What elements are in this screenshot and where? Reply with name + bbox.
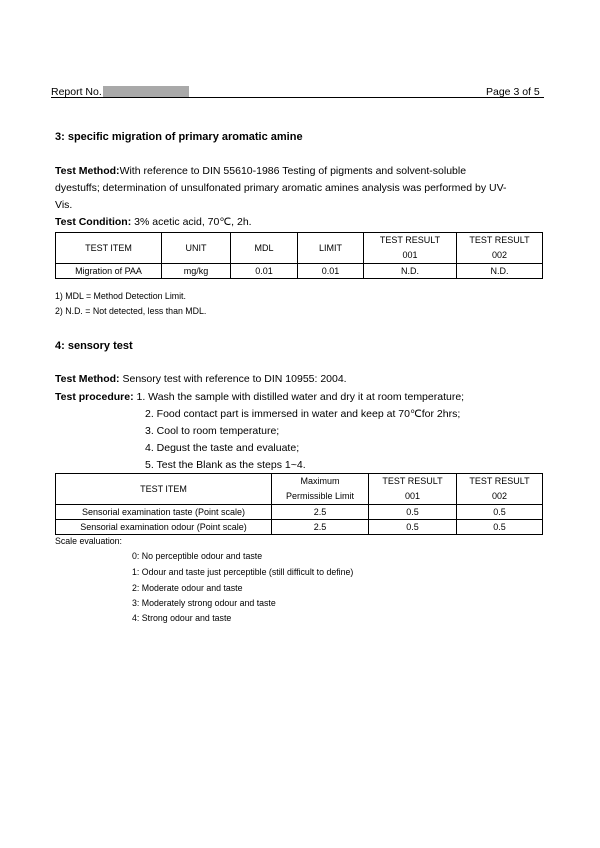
header-result-002 bbox=[457, 474, 543, 505]
header-max-limit-line1: Maximum bbox=[300, 476, 340, 486]
table-header-row bbox=[56, 233, 543, 264]
paa-results-table bbox=[55, 232, 543, 279]
section3-heading: 3: specific migration of primary aromatic amine bbox=[55, 131, 303, 143]
procedure-step-1: 1. Wash the sample with distilled water and dry it at room temperature; bbox=[136, 391, 465, 403]
header-limit: LIMIT bbox=[298, 233, 364, 264]
section4-heading: 4: sensory test bbox=[55, 340, 133, 352]
header-result-002-line2: 002 bbox=[491, 250, 508, 260]
table-row bbox=[56, 520, 543, 535]
scale-item-1: 1: Odour and taste just perceptible (still difficult to define) bbox=[132, 567, 354, 577]
cell-test-item: Sensorial examination odour (Point scale) bbox=[56, 520, 272, 535]
sensory-results-table bbox=[55, 473, 543, 535]
header-result-001-line2: 001 bbox=[402, 250, 418, 260]
cell-result-002: N.D. bbox=[457, 264, 543, 279]
header-unit: UNIT bbox=[162, 233, 231, 264]
section4-procedure-line1 bbox=[55, 389, 464, 405]
scale-evaluation-label: Scale evaluation: bbox=[55, 536, 122, 546]
note-mdl: 1) MDL = Method Detection Limit. bbox=[55, 291, 186, 301]
header-result-002-line2: 002 bbox=[491, 491, 508, 501]
cell-test-item: Sensorial examination taste (Point scale) bbox=[56, 505, 272, 520]
section3-condition bbox=[55, 214, 252, 230]
scale-item-3: 3: Moderately strong odour and taste bbox=[132, 598, 276, 608]
report-no-label: Report No. bbox=[51, 86, 102, 98]
table-header-row bbox=[56, 474, 543, 505]
section4-procedure-label: Test procedure: bbox=[55, 391, 134, 403]
procedure-step-4: 4. Degust the taste and evaluate; bbox=[145, 442, 300, 454]
section4-method bbox=[55, 371, 347, 387]
cell-result-002: 0.5 bbox=[457, 520, 543, 535]
section4-method-text: Sensory test with reference to DIN 10955: 2004. bbox=[119, 373, 347, 385]
section3-method-line2: dyestuffs; determination of unsulfonated primary aromatic amines analysis was performed by UV- bbox=[55, 182, 507, 194]
header-max-limit-line2: Permissible Limit bbox=[285, 491, 354, 501]
section3-method-line1 bbox=[55, 163, 466, 179]
scale-item-2: 2: Moderate odour and taste bbox=[132, 583, 243, 593]
procedure-step-2: 2. Food contact part is immersed in water and keep at 70℃for 2hrs; bbox=[145, 408, 461, 420]
header-result-001 bbox=[369, 474, 457, 505]
header-result-002 bbox=[457, 233, 543, 264]
header-mdl: MDL bbox=[231, 233, 298, 264]
section3-condition-label: Test Condition: bbox=[55, 216, 132, 228]
section3-method-line3: Vis. bbox=[55, 199, 73, 211]
note-nd: 2) N.D. = Not detected, less than MDL. bbox=[55, 306, 207, 316]
table-row bbox=[56, 264, 543, 279]
header-max-limit bbox=[272, 474, 369, 505]
cell-result-001: N.D. bbox=[364, 264, 457, 279]
section3-condition-text: 3% acetic acid, 70℃, 2h. bbox=[131, 216, 252, 228]
header-rule bbox=[51, 97, 544, 98]
header-test-item: TEST ITEM bbox=[56, 474, 272, 505]
cell-result-001: 0.5 bbox=[369, 520, 457, 535]
cell-mdl: 0.01 bbox=[231, 264, 298, 279]
procedure-step-3: 3. Cool to room temperature; bbox=[145, 425, 280, 437]
table-row bbox=[56, 505, 543, 520]
page-number: Page 3 of 5 bbox=[486, 86, 540, 98]
scale-item-4: 4: Strong odour and taste bbox=[132, 613, 232, 623]
procedure-step-5: 5. Test the Blank as the steps 1~4. bbox=[145, 459, 306, 471]
header-result-002-line1: TEST RESULT bbox=[469, 235, 530, 245]
cell-result-001: 0.5 bbox=[369, 505, 457, 520]
cell-limit: 0.01 bbox=[298, 264, 364, 279]
header-result-001-line1: TEST RESULT bbox=[379, 235, 441, 245]
cell-unit: mg/kg bbox=[162, 264, 231, 279]
cell-max-limit: 2.5 bbox=[272, 505, 369, 520]
cell-test-item: Migration of PAA bbox=[56, 264, 162, 279]
section4-method-label: Test Method: bbox=[55, 373, 120, 385]
header-result-001 bbox=[364, 233, 457, 264]
section3-method-text1: With reference to DIN 55610-1986 Testing of pigments and solvent-soluble bbox=[119, 165, 467, 177]
cell-result-002: 0.5 bbox=[457, 505, 543, 520]
scale-item-0: 0: No perceptible odour and taste bbox=[132, 551, 263, 561]
section3-method-label: Test Method: bbox=[55, 165, 120, 177]
header-result-001-line1: TEST RESULT bbox=[382, 476, 443, 486]
cell-max-limit: 2.5 bbox=[272, 520, 369, 535]
redacted-report-number bbox=[103, 86, 189, 97]
header-result-002-line1: TEST RESULT bbox=[469, 476, 530, 486]
header-result-001-line2: 001 bbox=[404, 491, 421, 501]
header-test-item: TEST ITEM bbox=[56, 233, 162, 264]
